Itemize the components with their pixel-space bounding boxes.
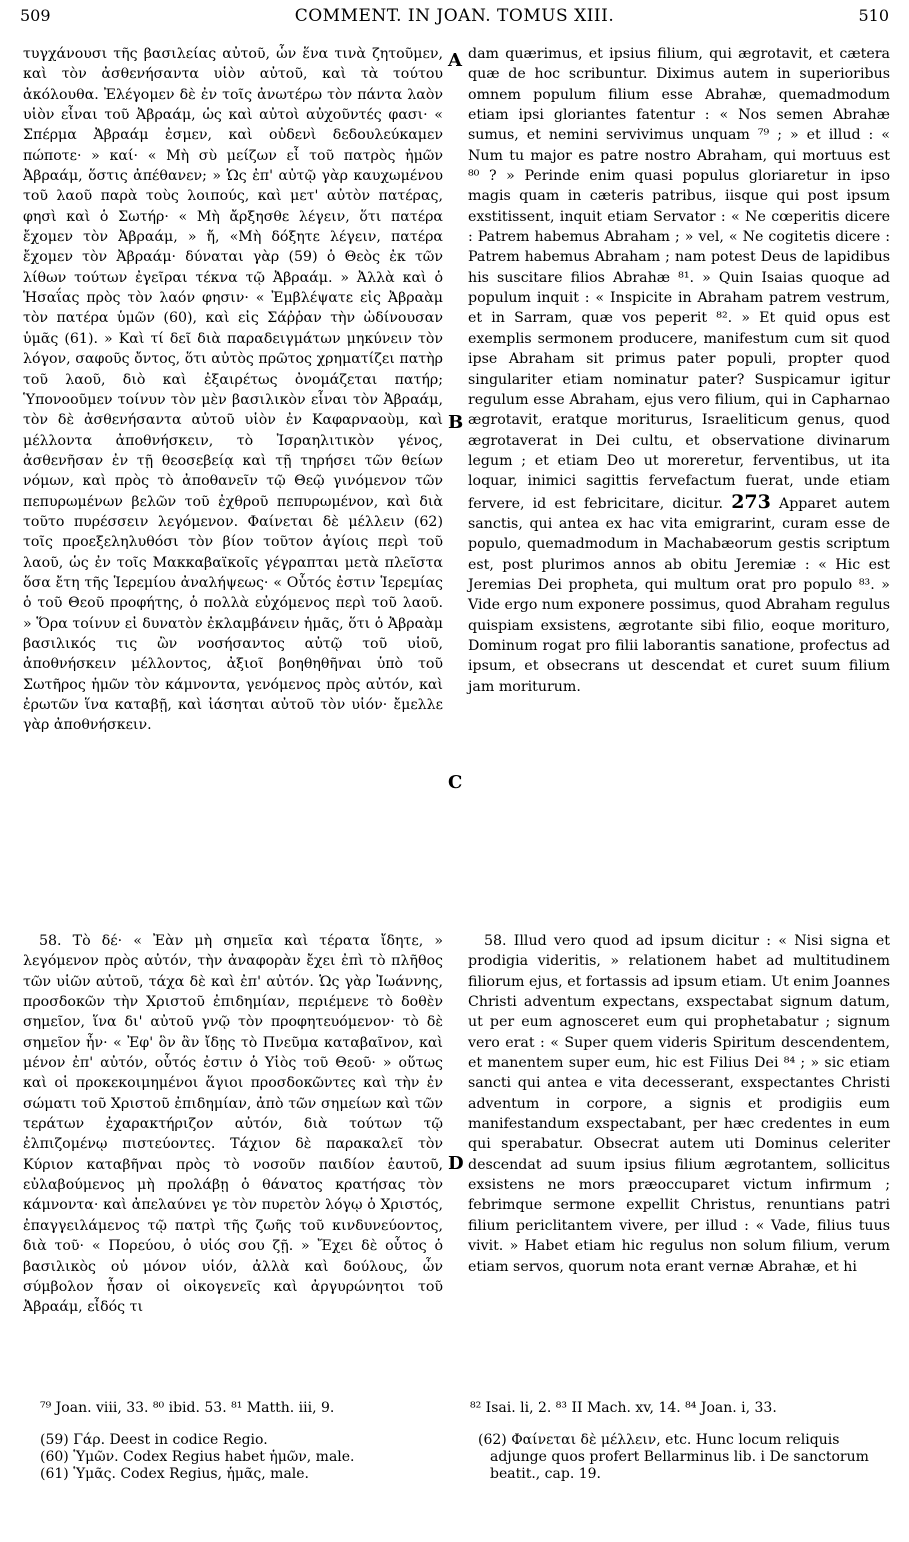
latin-paragraph-58: 58. Illud vero quod ad ipsum dicitur : « Nisi signa et prodigia videritis, » relationem habet ad multitudinem filiorum ejus, et fortassis ad ipsum etiam. Ut enim Joannes Christi adventum expectans, exspectabat signum datum, ut per eum agnosceret eum qui prophetabatur ; signum vero erat : « Super quem videris Spiritum descendentem, et manentem super eum, hic est Filius Dei ⁸⁴ ; » sic etiam sancti qui antea e vita decesserant, exspectantes Christi adventum in corpore, a signis et prodigiis eum manifestandum exspectabant, per hæc credentes in eum qui sperabatur. Obsecrat autem uti Dominus celeriter descendat ad suum ipsius filium ægrotantem, sollicitus exsistens ne mors præoccuparet victum infirmum ; febrimque sermone expellit Christus, renuntians patri filium periclitantem vivere, per illud : « Vade, filius tuus vivit. » Habet etiam hic regulus non solum filium, verum etiam servos, quorum nota erant vernæ Abrahæ, et hi [468, 933, 890, 1275]
latin-text-b: Apparet autem sanctis, qui antea ex hac vita emigrarint, curam esse de populo, quemadmodum in Machabæorum gestis scriptum est, post plurimos annos ab obitu Jeremiæ : « Hic est Jeremias Dei propheta, qui multum orat pro populo ⁸³. » Vide ergo num exponere possimus, quod Abraham regulus quispiam exsistens, ægrotante sibi filio, eoque morituro, Dominum rogat pro filii laborantis sanatione, profectus ad ipsum, et obsecrans ut descendat et curet suum filium jam moriturum. [468, 495, 890, 695]
margin-marker-c: C [448, 772, 463, 793]
margin-marker-a: A [448, 50, 462, 71]
latin-paragraph-57 [468, 44, 890, 697]
greek-paragraph-58: 58. Τὸ δέ· « Ἐὰν μὴ σημεῖα καὶ τέρατα ἴδητε, » λεγόμενον πρὸς αὐτόν, τὴν ἀναφορὰν ἔχει ἐπὶ τὸ πλῆθος τῶν υἱῶν αὐτοῦ, τάχα δὲ καὶ ἐπ' αὐτόν. Ὡς γὰρ Ἰωάννης, προσδοκῶν τὴν Χριστοῦ ἐπιδημίαν, περιέμενε τὸ δοθὲν σημεῖον, ἵνα δι' αὐτοῦ γνῷ τὸν προφητευόμενον· τὸ δὲ σημεῖον ἦν· « Ἐφ' ὃν ἂν ἴδῃς τὸ Πνεῦμα καταβαῖνον, καὶ μένον ἐπ' αὐτόν, οὗτός ἐστιν ὁ Υἱὸς τοῦ Θεοῦ· » οὕτως καὶ οἱ προκεκοιμημένοι ἅγιοι προσδοκῶντες καὶ τὴν ἐν σώματι τοῦ Χριστοῦ ἐπιδημίαν, ἀπὸ τῶν σημείων καὶ τῶν τεράτων ἐχαρακτήριζον αὐτόν, διὰ τούτων τῷ ἐλπιζομένῳ πιστεύοντες. Τάχιον δὲ παρακαλεῖ τὸν Κύριον καταβῆναι πρὸς τὸ νοσοῦν παιδίον ἑαυτοῦ, εὐλαβούμενος μὴ προλάβῃ ὁ θάνατος κρατήσας τὸν κάμνοντα· καὶ ἀπελαύνει γε τὸν πυρετὸν λόγῳ ὁ Χριστός, ἐπαγγειλάμενος τῷ πατρὶ τῆς ζωῆς τοῦ κινδυνεύοντος, διὰ τοῦ· « Πορεύου, ὁ υἱός σου ζῇ. » Ἔχει δὲ οὗτος ὁ βασιλικὸς οὐ μόνον υἱόν, ἀλλὰ καὶ δούλους, ὧν σύμβολον ἦσαν οἱ οἰκογενεῖς καὶ ἀργυρώνητοι τοῦ Ἀβραάμ, εἶδός τι [23, 933, 443, 1316]
page-number-right: 510 [858, 6, 889, 25]
editorial-notes-left [40, 1432, 445, 1483]
note-62: (62) Φαίνεται δὲ μέλλειν, etc. Hunc locum reliquis adjunge quos profert Bellarminus lib. i De sanctorum beatit., cap. 19. [478, 1432, 869, 1482]
greek-column-top [23, 44, 443, 924]
editorial-notes-right [478, 1432, 890, 1483]
latin-text-a: dam quærimus, et ipsius filium, qui ægrotavit, et cætera quæ de hoc scribuntur. Diximus autem in superioribus omnem populum filium esse Abrahæ, quemadmodum etiam ipsi gloriantes fatentur : « Nos semen Abrahæ sumus, et nemini servivimus unquam ⁷⁹ ; » et illud : « Num tu major es patre nostro Abraham, qui mortuus est ⁸⁰ ? » Perinde enim quasi populus gloriaretur in ipso magis quam in cæteris patribus, iisque qui post ipsum exstitissent, inquit etiam Servator : « Ne cœperitis dicere : Patrem habemus Abraham ; » vel, « Ne cogitetis dicere : Patrem habemus Abraham ; nam potest Deus de lapidibus his suscitare filios Abrahæ ⁸¹. » Quin Isaias quoque ad populum inquit : « Inspicite in Abraham patrem vestrum, et in Sarram, quæ vos peperit ⁸². » Et quid opus est exemplis sermonem producere, manifestum cum sit quod ipse Abraham sit primus pater populi, propter quod singulariter etiam nominatur pater? Suspicamur igitur regulum esse Abraham, ejus vero filium, qui in Capharnao ægrotavit, eratque moriturus, Israeliticum genus, quod ægrotaverat in Dei cultu, et observatione divinarum legum ; et etiam Deo ut moreretur, ferventibus, ut ita loquar, inimici sagittis fervefactum fuerat, unde etiam fervere, id est febricitare, dicitur. [468, 46, 890, 512]
scripture-footnotes-left: ⁷⁹ Joan. viii, 33. ⁸⁰ ibid. 53. ⁸¹ Matth. iii, 9. [40, 1400, 335, 1416]
margin-marker-b: B [448, 412, 464, 433]
greek-paragraph-57: τυγχάνουσι τῆς βασιλείας αὐτοῦ, ὧν ἕνα τινὰ ζητοῦμεν, καὶ τὸν ἀσθενήσαντα υἱὸν αὐτοῦ, καὶ τὰ τούτου ἀκόλουθα. Ἐλέγομεν δὲ ἐν τοῖς ἀνωτέρω τὸν πάντα λαὸν υἱὸν εἶναι τοῦ Ἀβραάμ, ὡς καὶ αὐτοὶ αὐχοῦντές φασι· « Σπέρμα Ἀβραάμ ἐσμεν, καὶ οὐδενὶ δεδουλεύκαμεν πώποτε· » καί· « Μὴ σὺ μείζων εἶ τοῦ πατρὸς ἡμῶν Ἀβραάμ, ὅστις ἀπέθανεν; » Ὡς ἐπ' αὐτῷ γὰρ καυχωμένου τοῦ λαοῦ παρὰ τοὺς λοιπούς, καὶ μετ' αὐτὸν πατέρας, φησὶ καὶ ὁ Σωτήρ· « Μὴ ἄρξησθε λέγειν, ὅτι πατέρα ἔχομεν τὸν Ἀβραάμ, » ἤ, «Μὴ δόξητε λέγειν, πατέρα ἔχομεν τὸν Ἀβραάμ· δύναται γὰρ (59) ὁ Θεὸς ἐκ τῶν λίθων τούτων ἐγεῖραι τέκνα τῷ Ἀβραάμ. » Ἀλλὰ καὶ ὁ Ἡσαΐας πρὸς τὸν λαόν φησιν· « Ἐμβλέψατε εἰς Ἀβραὰμ τὸν πατέρα ὑμῶν (60), καὶ εἰς Σάῤῥαν τὴν ὠδίνουσαν ὑμᾶς (61). » Καὶ τί δεῖ διὰ παραδειγμάτων μηκύνειν τὸν λόγον, σαφοῦς ὄντος, ὅτι αὐτὸς πρῶτος χρηματίζει πατὴρ τοῦ λαοῦ, διὸ καὶ ἐξαιρέτως ὀνομάζεται πατήρ; Ὑπονοοῦμεν τοίνυν τὸν μὲν βασιλικὸν εἶναι τὸν Ἀβραάμ, τὸν δὲ ἀσθενήσαντα αὐτοῦ υἱὸν ἐν Καφαρναοὺμ, καὶ μέλλοντα ἀποθνήσκειν, τὸ Ἰσραηλιτικὸν γένος, ἀσθενῆσαν ἐν τῇ θεοσεβείᾳ καὶ τῇ τηρήσει τῶν θείων νόμων, καὶ πρὸς τὸ ἀποθανεῖν τῷ Θεῷ γινόμενον τῶν πεπυρωμένων βελῶν τοῦ ἐχθροῦ πεπυρωμένον, καὶ διὰ τοῦτο πυρέσσειν λεγόμενον. Φαίνεται δὲ μέλλειν (62) τοῖς προεξεληλυθόσι τὸν βίον τοῦτον ἁγίοις περὶ τοῦ λαοῦ, ὡς ἐν τοῖς Μακκαβαϊκοῖς γέγραπται μετὰ πλεῖστα ὅσα ἔτη τῆς Ἱερεμίου ἀναλήψεως· « Οὗτός ἐστιν Ἱερεμίας ὁ τοῦ Θεοῦ προφήτης, ὁ πολλὰ εὐχόμενος περὶ τοῦ λαοῦ. » Ὅρα τοίνυν εἰ δυνατὸν ἐκλαμβάνειν ἡμᾶς, ὅτι ὁ Ἀβραὰμ βασιλικός τις ὢν νοσήσαντος αὐτῷ τοῦ υἱοῦ, ἀποθνήσκειν μέλλοντος, ἀξιοῖ βοηθηθῆναι ὑπὸ τοῦ Σωτῆρος ἡμῶν τὸν κάμνοντα, γενόμενος πρὸς αὐτόν, καὶ ἐρωτῶν ἵνα καταβῇ, καὶ ἰάσηται αὐτοῦ τὸν υἱόν· ἔμελλε γὰρ ἀποθνήσκειν. [23, 46, 443, 734]
margin-marker-d: D [448, 1153, 464, 1174]
scripture-footnotes-right: ⁸² Isai. li, 2. ⁸³ II Mach. xv, 14. ⁸⁴ Joan. i, 33. [470, 1400, 777, 1416]
page-header [20, 6, 889, 32]
greek-column-bottom [23, 931, 443, 1396]
note-61: (61) Ὑμᾶς. Codex Regius, ἡμᾶς, male. [40, 1466, 310, 1482]
running-title: COMMENT. IN JOAN. TOMUS XIII. [294, 6, 615, 26]
column-number: 273 [731, 490, 771, 513]
note-60: (60) Ὑμῶν. Codex Regius habet ἡμῶν, male. [40, 1449, 355, 1465]
page-number-left: 509 [20, 6, 51, 25]
latin-column-bottom [468, 931, 890, 1396]
latin-column-top [468, 44, 890, 924]
note-59: (59) Γάρ. Deest in codice Regio. [40, 1432, 268, 1448]
